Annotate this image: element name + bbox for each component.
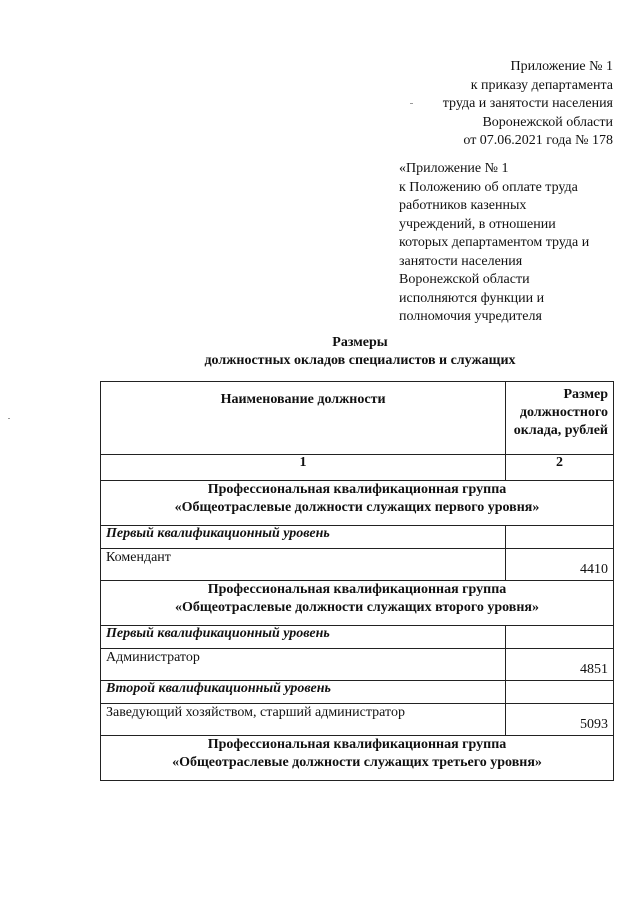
sub-header-line: Воронежской области [399,272,530,287]
empty-cell [506,626,614,649]
group-row [101,581,614,626]
position-name: Администратор [101,649,506,681]
salary-value: 4851 [506,649,614,681]
sub-header-line: «Приложение № 1 [399,161,509,176]
scan-speck [410,103,413,104]
empty-cell [506,526,614,549]
group-title [101,581,614,626]
salary-value: 4410 [506,549,614,581]
header-line: от 07.06.2021 года № 178 [463,133,613,148]
title-line: должностных окладов специалистов и служащих [204,353,516,368]
level-title: Первый квалификационный уровень [101,626,506,649]
group-title-line: «Общеотраслевые должности служащих первого уровня» [174,500,540,515]
document-title [100,334,620,370]
sub-header-line: исполняются функции и [399,290,545,306]
header-line: труда и занятости населения [442,96,613,111]
level-title: Первый квалификационный уровень [101,526,506,549]
salary-value: 5093 [506,704,614,736]
group-title-line: Профессиональная квалификационная группа [207,737,507,752]
col-header-salary-line: должностного [519,405,608,420]
group-row [101,481,614,526]
position-name: Заведующий хозяйством, старший администратор [101,704,506,736]
position-name: Комендант [101,549,506,581]
column-number: 2 [506,455,614,481]
header-line: к приказу департамента [470,77,613,93]
salary-table [100,381,614,781]
level-row [101,626,614,649]
col-header-salary-line: Размер [563,387,608,402]
level-title: Второй квалификационный уровень [101,681,506,704]
table-row [101,704,614,736]
group-title-line: «Общеотраслевые должности служащих третьего уровня» [172,755,542,770]
group-title-line: Профессиональная квалификационная группа [207,482,507,497]
group-title-line: «Общеотраслевые должности служащих второго уровня» [175,600,539,615]
column-number-row [101,455,614,481]
sub-header-line: занятости населения [399,253,523,269]
col-header-salary-line: оклада, рублей [513,423,608,438]
sub-header-line: работников казенных [399,198,527,213]
table-row [101,649,614,681]
level-row [101,526,614,549]
order-appendix-header [443,58,613,151]
sub-header-line: которых департаментом труда и [399,235,590,250]
group-title [101,481,614,526]
sub-header-line: к Положению об оплате труда [399,179,578,195]
sub-header-line: учреждений, в отношении [399,216,556,232]
table-header-row [101,382,614,455]
table-row [101,549,614,581]
scan-speck [8,418,10,419]
regulation-appendix-header [399,160,629,327]
col-header-salary [506,382,614,455]
header-line: Приложение № 1 [510,59,613,74]
empty-cell [506,681,614,704]
sub-header-line: полномочия учредителя [399,309,542,324]
column-number: 1 [101,455,506,481]
level-row [101,681,614,704]
header-line: Воронежской области [482,114,613,130]
group-title-line: Профессиональная квалификационная группа [207,582,507,597]
group-row [101,736,614,781]
group-title [101,736,614,781]
title-line: Размеры [332,335,388,350]
col-header-position: Наименование должности [101,382,506,455]
